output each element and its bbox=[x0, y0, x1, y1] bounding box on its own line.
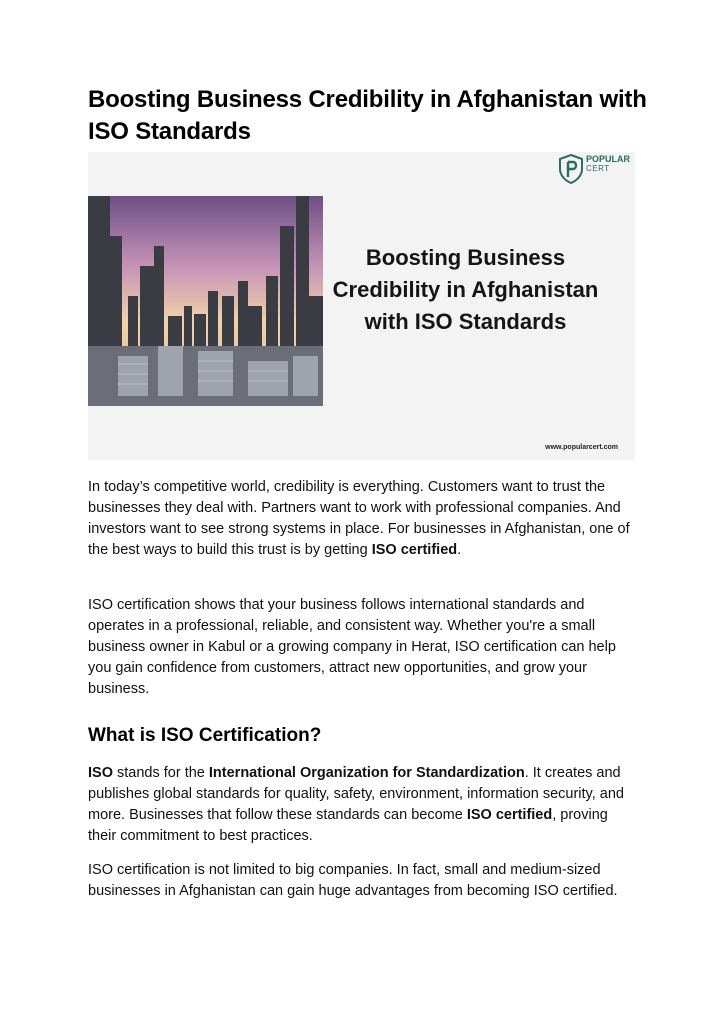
p3-text-2: . It creates and publishes global standards for quality, safety, environment, information security, and more. Businesses that follow these standards can become bbox=[88, 765, 624, 823]
p3-text-1: stands for the bbox=[112, 765, 209, 781]
p3-bold-iso: ISO bbox=[88, 765, 113, 781]
p1-end: . bbox=[457, 542, 462, 558]
section-paragraph-1 bbox=[88, 763, 633, 847]
banner-url: www.popularcert.com bbox=[545, 444, 618, 451]
popularcert-logo bbox=[558, 152, 631, 188]
banner-heading: Boosting Business Credibility in Afghanistan with ISO Standards bbox=[332, 245, 599, 334]
p1-bold: ISO certified bbox=[371, 542, 458, 558]
p3-bold-org: International Organization for Standardization bbox=[208, 765, 525, 781]
page-title: Boosting Business Credibility in Afghanistan with ISO Standards bbox=[88, 86, 647, 145]
intro-paragraph-2: ISO certification shows that your business follows international standards and operates in a professional, reliable, and consistent way. Whether you're a small business owner in Kabul or a growing company in Herat, ISO certification can help you gain confidence from customers, attract new opportunities, and grow your business. bbox=[88, 597, 616, 697]
intro-paragraph-1 bbox=[88, 477, 633, 561]
banner-image bbox=[88, 152, 635, 460]
logo-subtext: CERT bbox=[586, 164, 610, 173]
section-heading: What is ISO Certification? bbox=[88, 725, 322, 746]
city-skyline-photo bbox=[88, 196, 323, 406]
section-paragraph-2: ISO certification is not limited to big companies. In fact, small and medium-sized businesses in Afghanistan can gain huge advantages from becoming ISO certified. bbox=[88, 862, 618, 899]
p3-bold-certified: ISO certified bbox=[466, 807, 553, 823]
logo-name: POPULAR bbox=[586, 154, 631, 164]
shield-logo-icon bbox=[558, 154, 584, 184]
p3-text-3: , proving their commitment to best practices. bbox=[88, 807, 608, 844]
p1-text: In today’s competitive world, credibility is everything. Customers want to trust the businesses they deal with. Partners want to work with professional companies. And investors want to see strong systems in place. For businesses in Afghanistan, one of the best ways to build this trust is by getting bbox=[88, 479, 630, 558]
